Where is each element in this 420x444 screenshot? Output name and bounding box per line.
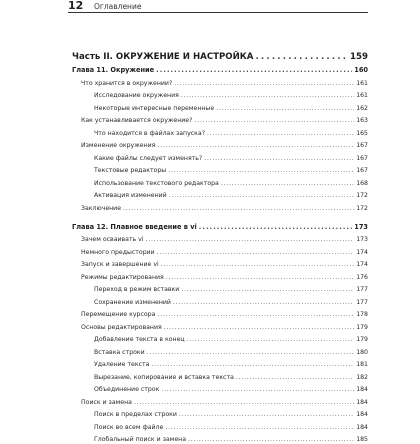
dot-leader [187,335,355,344]
toc-section-entry [94,373,368,382]
dot-leader [161,385,354,394]
dot-leader [166,273,354,282]
entry-page: 178 [356,311,368,318]
dot-leader [157,141,354,150]
toc-section-entry [81,116,368,125]
entry-title: Как устанавливается окружение? [81,117,193,124]
entry-title: Исследование окружения [94,92,179,99]
entry-page: 167 [356,167,368,174]
entry-page: 184 [356,398,368,406]
entry-title: Заключение [81,204,121,212]
dot-leader [199,223,352,232]
dot-leader [188,435,354,444]
entry-page: 184 [356,423,368,431]
toc-section-entry [94,91,368,100]
entry-page: 179 [356,323,368,331]
dot-leader [165,423,354,432]
entry-page: 180 [356,348,368,356]
entry-title: Объединение строк [94,386,160,393]
toc-section-entry [81,398,368,407]
entry-title: Вставка строки [94,348,145,356]
toc-chapter-entry [72,66,368,75]
dot-leader [156,66,352,75]
entry-page: 163 [356,117,368,124]
dot-leader [146,235,355,244]
toc-section-entry [81,79,368,88]
entry-page: 173 [356,236,368,243]
entry-page: 177 [356,286,368,293]
dot-leader [255,51,348,63]
part-page: 159 [350,52,368,62]
entry-title: Переход в режим вставки [94,286,180,293]
dot-leader [194,116,354,125]
entry-page: 173 [354,222,368,231]
entry-page: 162 [356,104,368,112]
dot-leader [173,298,354,307]
toc-section-entry [94,348,368,357]
toc-section-entry [81,235,368,244]
entry-title: Поиск во всем файле [94,423,164,431]
entry-page: 172 [356,192,368,199]
dot-leader [181,285,354,294]
entry-page: 182 [356,373,368,381]
toc-section-entry [94,410,368,419]
dot-leader [204,154,354,163]
toc-section-entry [94,129,368,138]
toc-section-entry [94,423,368,432]
dot-leader [157,310,354,319]
entry-title: Поиск и замена [81,398,132,406]
toc-section-entry [94,104,368,113]
dot-leader [179,410,354,419]
entry-page: 177 [356,298,368,306]
toc-section-entry [81,141,368,150]
dot-leader [134,398,354,407]
dot-leader [236,373,354,382]
entry-title: Изменение окружения [81,142,156,149]
dot-leader [123,204,354,213]
toc-section-entry [81,248,368,257]
entry-page: 184 [356,411,368,418]
entry-page: 167 [356,142,368,149]
toc-section-entry [94,166,368,175]
toc-section-entry [94,335,368,344]
entry-page: 174 [356,248,368,256]
entry-title: Поиск в пределах строки [94,411,177,418]
entry-page: 185 [356,436,368,443]
dot-leader [161,260,354,269]
entry-title: Вырезание, копирование и вставка текста [94,373,234,381]
entry-title: Что хранится в окружении? [81,79,173,87]
entry-page: 160 [354,66,368,74]
dot-leader [169,191,355,200]
dot-leader [157,248,355,257]
entry-title: Удаление текста [94,361,150,368]
dot-leader [168,166,354,175]
toc-section-entry [94,285,368,294]
dot-leader [216,104,354,113]
entry-page: 184 [356,386,368,393]
entry-title: Сохранение изменений [94,298,171,306]
toc-part-entry [72,51,368,63]
entry-page: 176 [356,273,368,281]
toc-section-entry [81,260,368,269]
toc-section-entry [94,435,368,444]
entry-title: Глава 11. Окружение [72,66,155,74]
toc-section-entry [81,273,368,282]
entry-title: Добавление текста в конец [94,336,185,343]
entry-title: Режимы редактирования [81,273,164,281]
dot-leader [207,129,354,138]
entry-title: Использование текстового редактора [94,179,219,187]
entry-title: Зачем осваивать vi [81,236,144,243]
toc-section-entry [81,204,368,213]
dot-leader [151,360,354,369]
entry-title: Активация изменений [94,192,167,199]
entry-title: Текстовые редакторы [94,167,167,174]
entry-title: Перемещение курсора [81,311,156,318]
entry-page: 161 [356,79,368,87]
entry-page: 172 [356,204,368,212]
dot-leader [221,179,354,188]
entry-title: Глобальный поиск и замена [94,436,186,443]
toc-section-entry [81,310,368,319]
toc-section-entry [81,323,368,332]
page-number: 12 [68,0,84,12]
entry-title: Запуск и завершение vi [81,261,159,268]
toc-section-entry [94,360,368,369]
toc-section-entry [94,385,368,394]
toc-section-entry [94,179,368,188]
entry-page: 168 [356,179,368,187]
entry-title: Глава 12. Плавное введение в vi [72,222,197,231]
entry-title: Основы редактирования [81,323,162,331]
entry-page: 174 [356,261,368,268]
toc-chapter-entry [72,223,368,232]
toc-section-entry [94,191,368,200]
entry-title: Что находится в файлах запуска? [94,129,205,137]
entry-page: 179 [356,336,368,343]
entry-page: 165 [356,129,368,137]
entry-page: 167 [356,154,368,162]
entry-page: 181 [356,361,368,368]
entry-title: Какие файлы следует изменять? [94,154,203,162]
running-head [68,0,368,13]
entry-title: Некоторые интересные переменные [94,104,215,112]
part-title: Часть II. ОКРУЖЕНИЕ И НАСТРОЙКА [72,52,254,62]
dot-leader [181,91,354,100]
entry-page: 161 [356,92,368,99]
toc-section-entry [94,154,368,163]
toc-section-entry [94,298,368,307]
dot-leader [174,79,354,88]
dot-leader [147,348,355,357]
dot-leader [164,323,354,332]
entry-title: Немного предыстории [81,248,155,256]
running-title: Оглавление [94,2,142,11]
